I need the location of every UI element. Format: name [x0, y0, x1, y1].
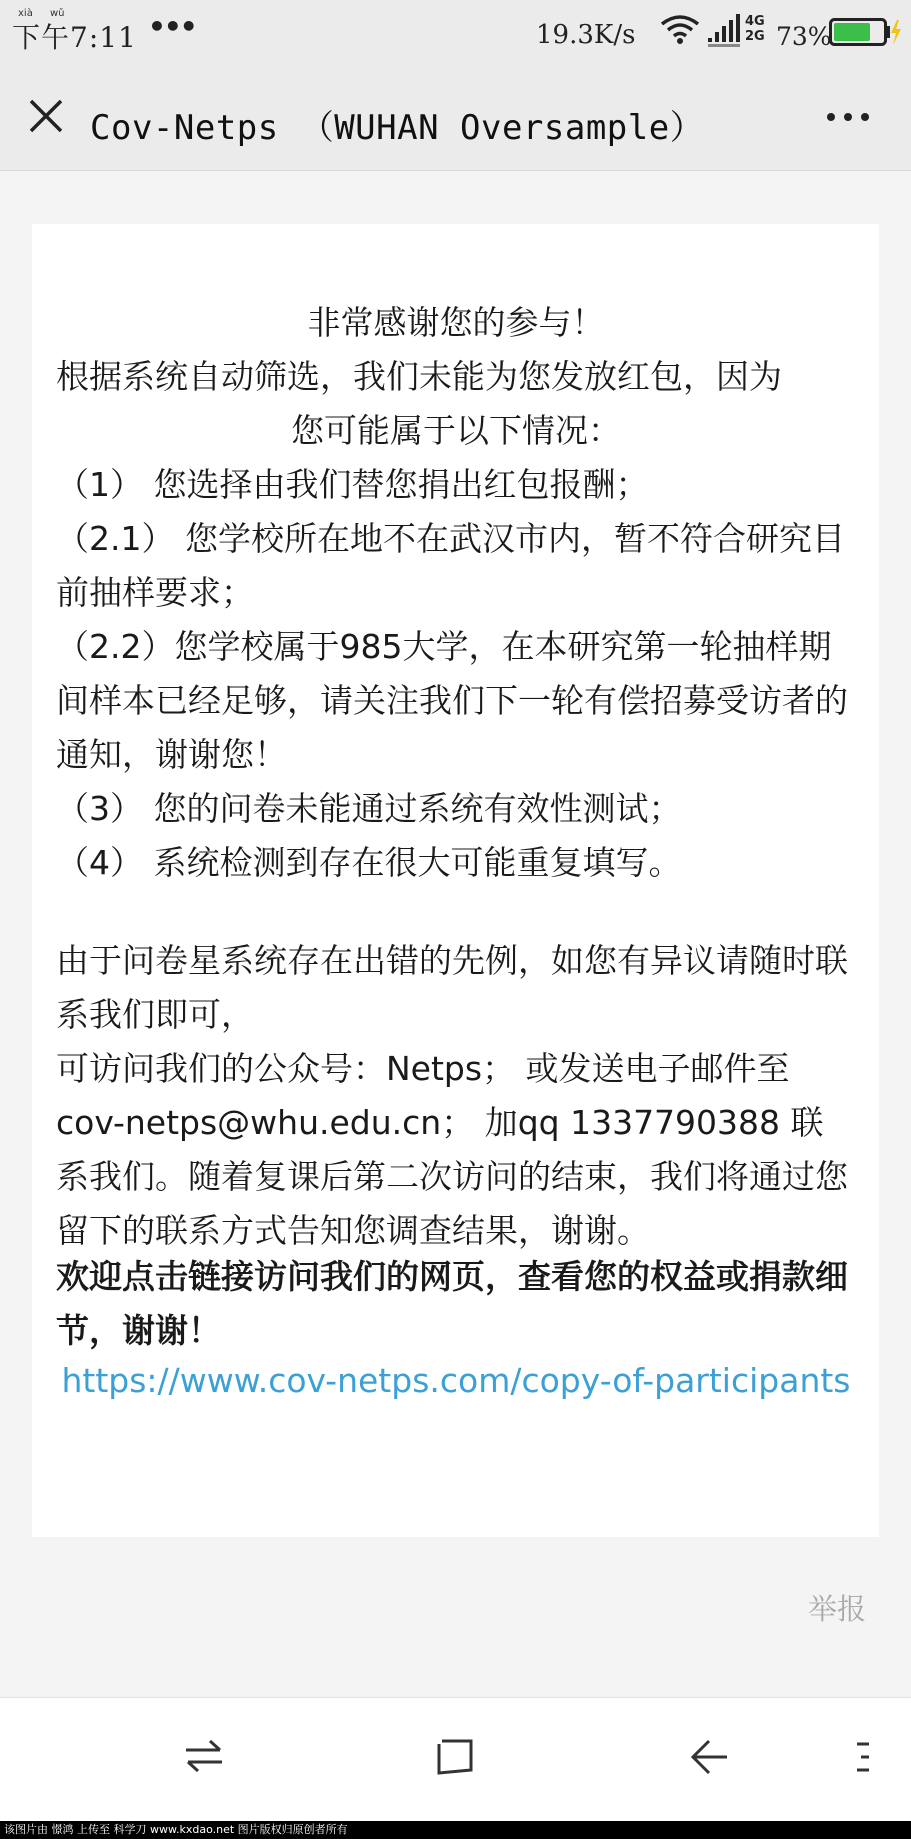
network-type-4g: 4G	[745, 14, 765, 29]
signal-icon	[708, 14, 744, 48]
participants-link[interactable]: https://www.cov-netps.com/copy-of-participants	[61, 1361, 851, 1400]
thanks-text: 非常感谢您的参与！	[307, 303, 605, 342]
close-icon[interactable]	[28, 98, 64, 134]
battery-percent: 73%	[776, 22, 832, 51]
battery-charging-icon	[829, 18, 903, 46]
report-link[interactable]: 举报	[807, 1592, 866, 1626]
title-bar	[0, 62, 911, 171]
reason-4: （4） 系统检测到存在很大可能重复填写。	[56, 843, 682, 882]
more-icon[interactable]	[826, 112, 870, 122]
home-icon[interactable]	[436, 1738, 474, 1776]
status-bar	[0, 0, 911, 62]
reason-2-2: （2.2）您学校属于985大学，在本研究第一轮抽样期间样本已经足够，请关注我们下一轮有偿招募受访者的通知，谢谢您！	[56, 627, 848, 774]
back-icon[interactable]	[689, 1738, 729, 1776]
reason-2-1: （2.1） 您学校所在地不在武汉市内，暂不符合研究目前抽样要求；	[56, 519, 845, 612]
system-nav-bar	[0, 1697, 911, 1822]
intro-text-2: 您可能属于以下情况：	[291, 411, 621, 450]
wifi-icon	[660, 14, 700, 46]
cta-text: 欢迎点击链接访问我们的网页，查看您的权益或捐款细节，谢谢！	[56, 1257, 848, 1350]
network-type-2g: 2G	[745, 29, 765, 44]
pinyin-wu: wǔ	[50, 8, 65, 19]
page-title: Cov-Netps （WUHAN Oversample）	[90, 108, 705, 148]
intro-text: 根据系统自动筛选，我们未能为您发放红包，因为	[56, 357, 782, 396]
overflow-dots: •••	[148, 10, 196, 43]
watermark-bar: 该图片由 憬鸿 上传至 科学刀 www.kxdao.net 图片版权归原创者所有	[0, 1821, 911, 1839]
status-time: 下午7:11	[12, 21, 137, 54]
network-type	[745, 14, 765, 44]
contact-text: 由于问卷星系统存在出错的先例，如您有异议请随时联系我们即可，	[56, 941, 848, 1034]
pinyin-xia: xià	[18, 8, 33, 19]
switch-apps-icon[interactable]	[184, 1738, 224, 1774]
contact-details: 可访问我们的公众号：Netps； 或发送电子邮件至cov-netps@whu.edu.cn； 加qq 1337790388 联系我们。随着复课后第二次访问的结束，我们将通过您留下的联系方式告知您调查结果，谢谢。	[56, 1049, 848, 1250]
reason-1: （1） 您选择由我们替您捐出红包报酬；	[56, 465, 649, 504]
reason-3: （3） 您的问卷未能通过系统有效性测试；	[56, 789, 682, 828]
network-speed: 19.3K/s	[536, 20, 636, 50]
menu-icon[interactable]	[855, 1738, 871, 1776]
message-card	[32, 224, 879, 1537]
